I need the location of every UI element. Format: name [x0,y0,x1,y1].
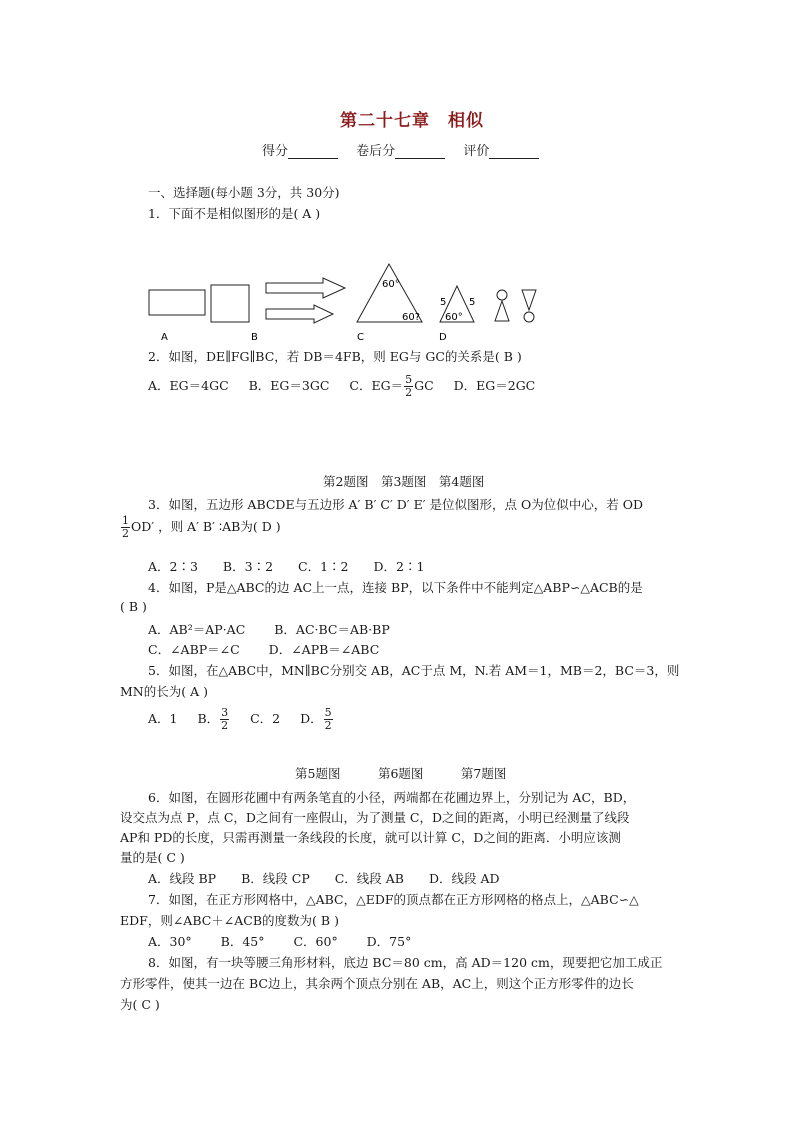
q5-option-d-prefix: D． [300,711,323,726]
evaluation-blank [489,145,539,159]
q5-option-d-fraction: $\frac{5}{2}$ [324,706,332,732]
q2-option-c-prefix: C．EG＝ [349,378,404,393]
label-d: D [439,332,447,343]
q7-line2: EDF，则∠ABC＋∠ACB的度数为( B ) [120,913,339,928]
figure-arrow-large [266,278,345,298]
q5-option-a: A．1 [148,711,178,726]
q6-line4: 量的是( C ) [120,850,185,865]
q3-line1: 3．如图，五边形 ABCDE与五边形 A′ B′ C′ D′ E′ 是位似图形，点 O为位似中心，若 OD [148,497,644,512]
q2-option-a: A．EG＝4GC [148,378,229,393]
q5-option-c: C．2 [250,711,281,726]
figure-circle-top [497,290,507,300]
q7-options: A．30° B．45° C．60° D．75° [148,934,412,949]
figure-rectangle [149,290,205,315]
q4-line2: ( B ) [120,599,147,614]
label-a: A [161,332,168,343]
side-left-label: 5 [440,297,447,308]
score-label: 得分 [262,144,289,159]
q3-options: A．2∶3 B．3∶2 C．1∶2 D．2∶1 [148,559,425,574]
q5-option-b-prefix: B． [197,711,220,726]
figure-square [211,285,249,322]
q2-option-b: B．EG＝3GC [248,378,330,393]
q8-line1: 8．如图，有一块等腰三角形材料，底边 BC＝80 cm，高 AD＝120 cm，现要把它加工成正 [148,955,663,970]
q2-option-d: D．EG＝2GC [453,378,536,393]
figure-captions-2: 第5题图 第6题图 第7题图 [295,766,507,781]
q6-line2: 设交点为点 P，点 C，D之间有一座假山，为了测量 C，D之间的距离，小明已经测量了线段 [120,810,630,825]
q5-option-b-fraction: $\frac{3}{2}$ [221,706,229,732]
q6-line1: 6．如图，在圆形花圃中有两条笔直的小径，两端都在花圃边界上，分别记为 AC，BD， [148,790,636,805]
q5-line2: MN的长为( A ) [120,684,208,699]
evaluation-label: 评价 [463,144,490,159]
figure-triangle-up [495,301,509,321]
q3-line2 [120,515,281,540]
q8-line2: 方形零件，使其一边在 BC边上，其余两个顶点分别在 AB，AC上，则这个正方形零件的边长 [120,976,634,991]
q7-line1: 7．如图，在正方形网格中，△ABC，△EDF的顶点都在正方形网格的格点上，△ABC∽△ [148,892,639,907]
q3-fraction: $\frac{1}{2}$ [122,514,129,540]
label-b: B [251,332,258,343]
q6-line3: AP和 PD的长度，只需再测量一条线段的长度，就可以计算 C，D之间的距离．小明应该测 [120,830,621,845]
angle-bottom-label: 60? [402,312,421,323]
paper-score-blank [395,145,445,159]
q4-options-ab: A．AB²＝AP·AC B．AC·BC＝AB·BP [148,622,390,637]
q1-text: 1．下面不是相似图形的是( A ) [148,206,321,221]
q2-options [148,374,535,399]
page-title: 第二十七章 相似 [340,111,484,131]
q6-options: A．线段 BP B．线段 CP C．线段 AB D．线段 AD [148,871,500,886]
q2-option-c-fraction: $\frac{5}{2}$ [405,373,413,399]
figure-arrow-small [266,305,333,323]
angle-small-label: 60° [445,312,463,323]
q2-option-c-suffix: GC [414,378,434,393]
q5-line1: 5．如图，在△ABC中，MN∥BC分别交 AB，AC于点 M，N.若 AM＝1，MB＝2，BC＝3，则 [148,663,680,678]
paper-score-label: 卷后分 [356,144,396,159]
q4-line1: 4．如图，P是△ABC的边 AC上一点，连接 BP，以下条件中不能判定△ABP∽△ACB的是 [148,580,643,595]
q2-text: 2．如图，DE∥FG∥BC，若 DB＝4FB，则 EG与 GC的关系是( B ) [148,349,522,364]
q8-line3: 为( C ) [120,997,160,1012]
q5-options [148,707,334,732]
figure-triangle-down [522,290,536,310]
score-blank [288,145,338,159]
side-right-label: 5 [469,297,476,308]
q3-line2-rest: OD′ ，则 A′ B′ ∶AB为( D ) [131,519,281,534]
angle-top-label: 60° [382,279,400,290]
figure-circle-bottom [524,312,534,322]
q4-options-cd: C．∠ABP＝∠C D．∠APB＝∠ABC [148,642,380,657]
section-heading: 一、选择题(每小题 3分，共 30分) [148,185,340,200]
label-c: C [357,332,364,343]
figure-captions-1: 第2题图 第3题图 第4题图 [323,474,485,489]
score-line [262,140,553,159]
q1-figures [140,255,550,345]
